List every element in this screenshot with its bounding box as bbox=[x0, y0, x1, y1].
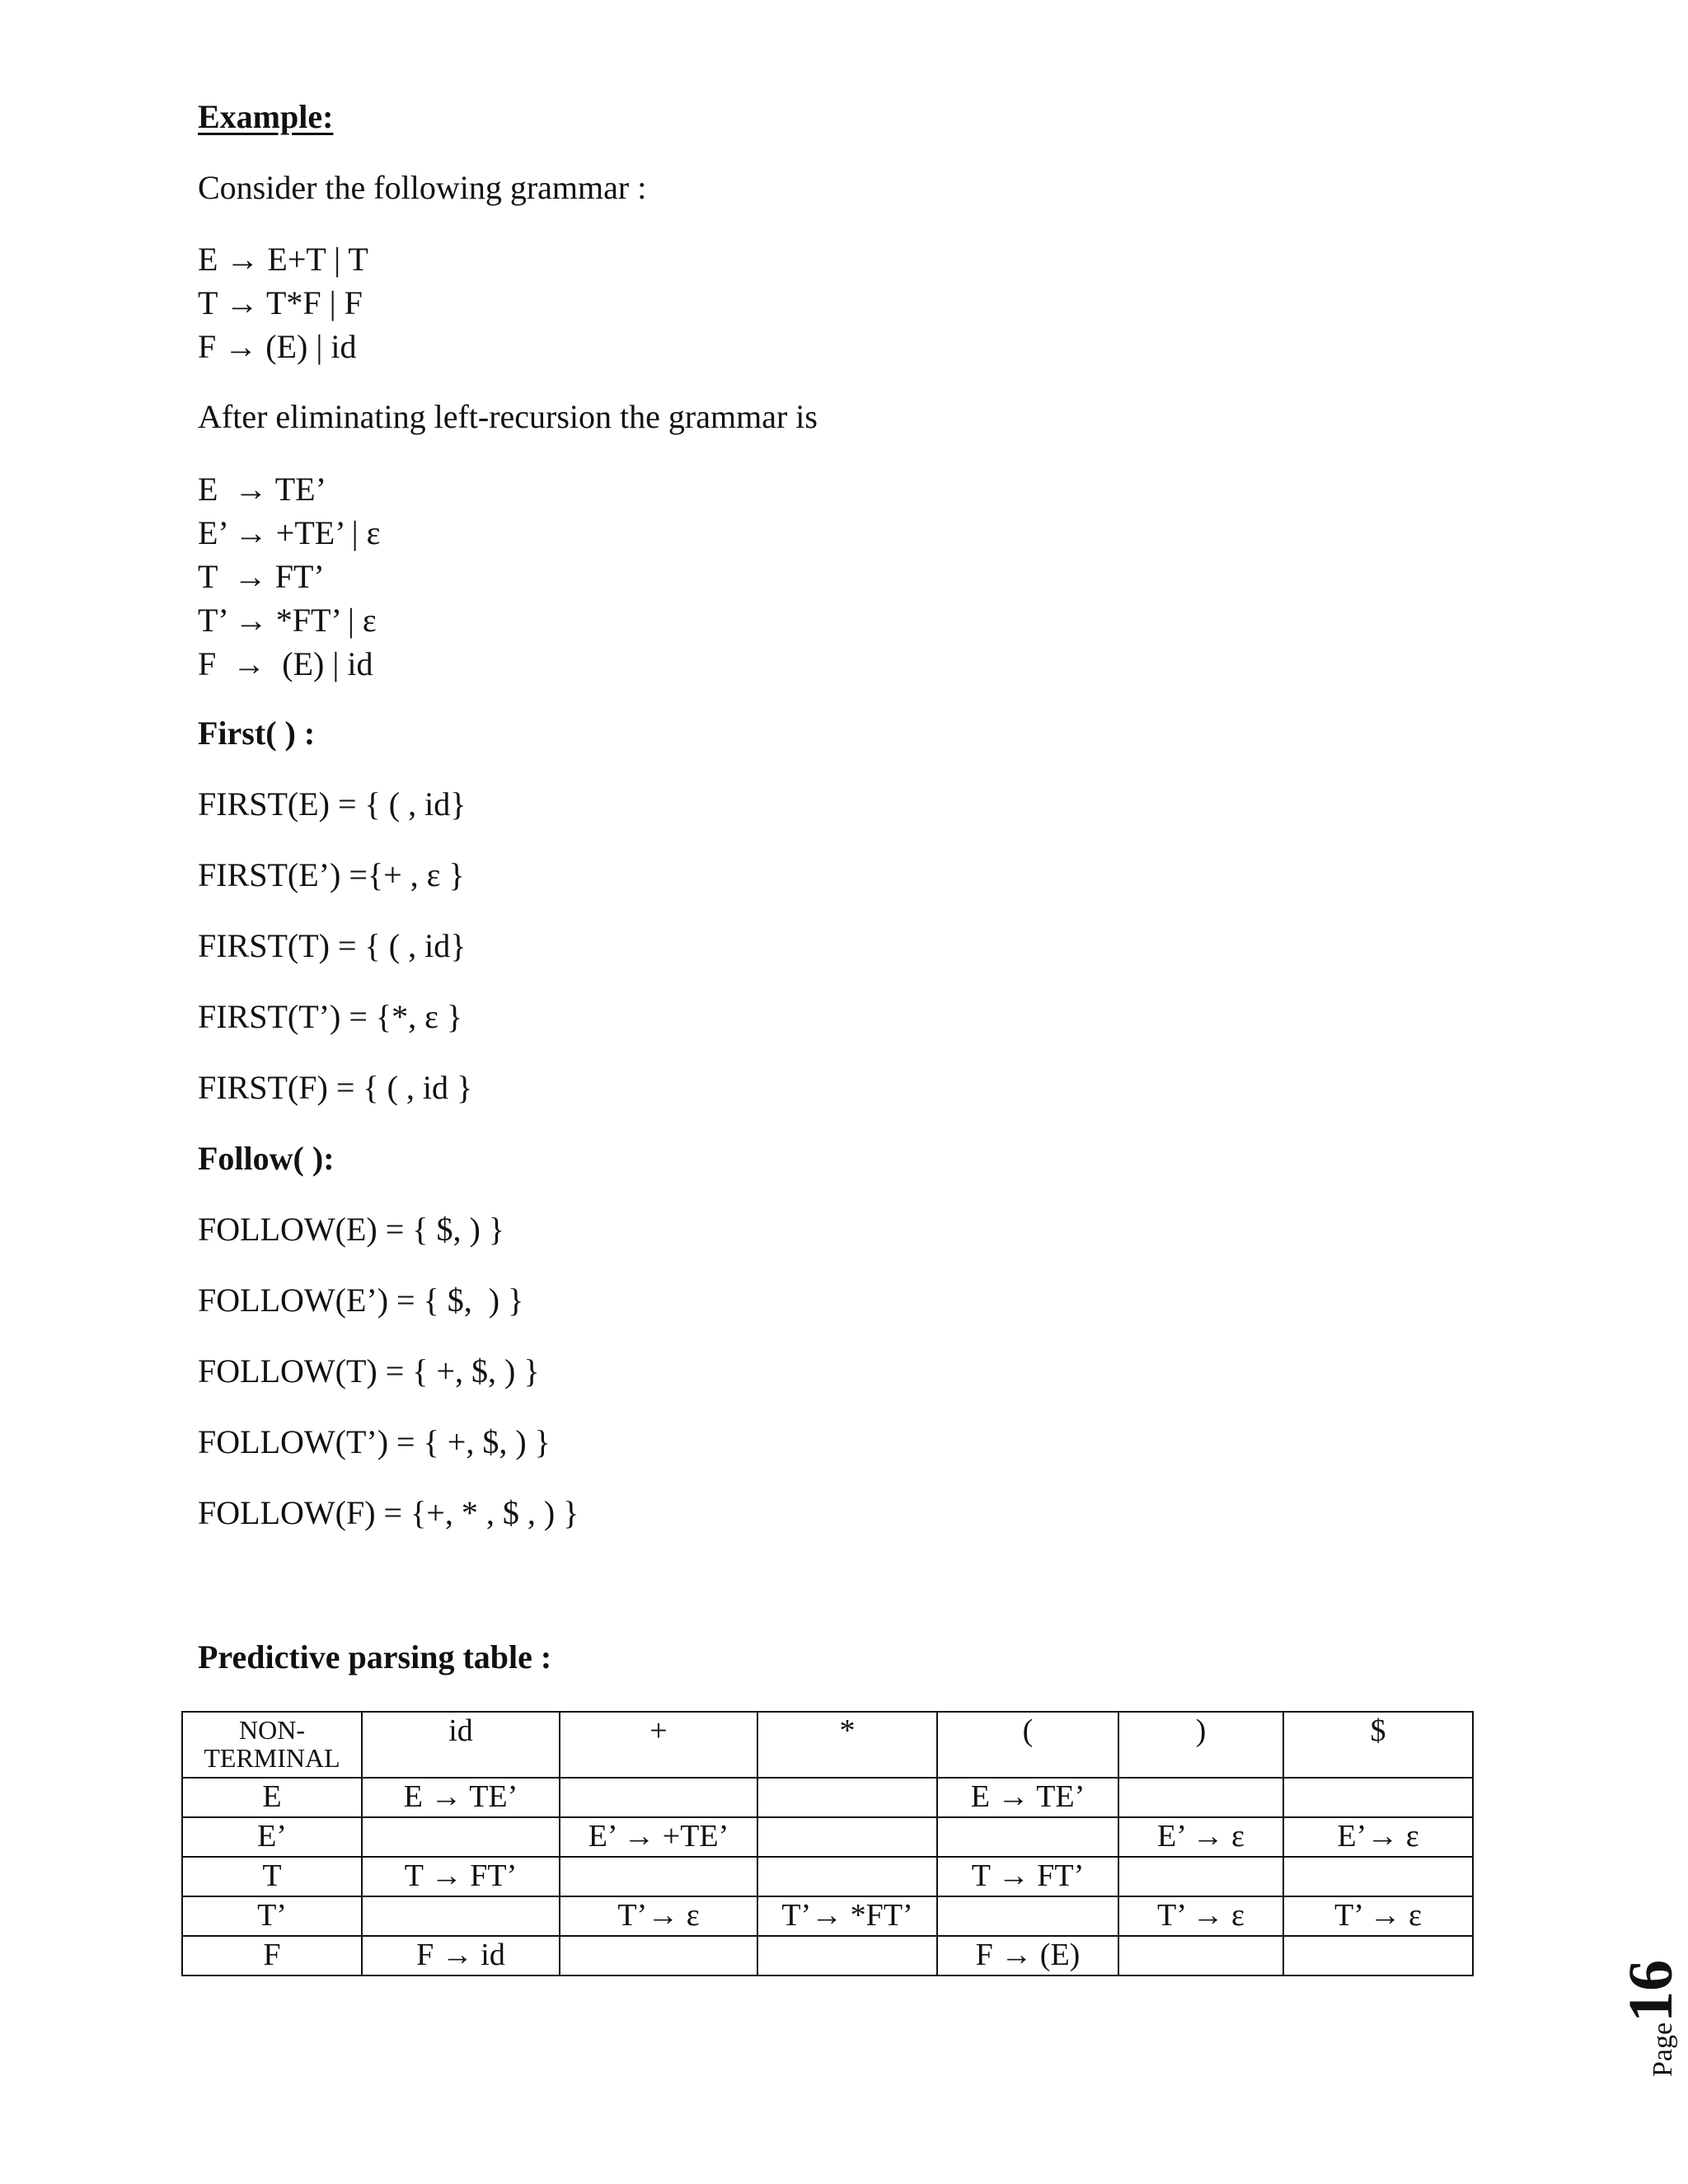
table-cell bbox=[937, 1817, 1118, 1857]
table-cell: F → id bbox=[362, 1936, 560, 1975]
table-cell bbox=[362, 1896, 560, 1936]
grammar-rule-1: E → E+T | T bbox=[198, 241, 368, 278]
row-nonterminal: T bbox=[182, 1857, 362, 1896]
follow-set-t: FOLLOW(T) = { +, $, ) } bbox=[198, 1352, 540, 1390]
table-cell bbox=[560, 1936, 757, 1975]
row-nonterminal: E’ bbox=[182, 1817, 362, 1857]
table-cell bbox=[757, 1817, 937, 1857]
table-cell bbox=[1118, 1778, 1283, 1817]
transformed-rule-3: T → FT’ bbox=[198, 558, 325, 595]
parsing-table-heading: Predictive parsing table : bbox=[198, 1638, 552, 1675]
table-cell: E’ → ε bbox=[1118, 1817, 1283, 1857]
table-row bbox=[182, 1817, 1473, 1857]
first-heading: First( ) : bbox=[198, 715, 316, 752]
table-cell: T → FT’ bbox=[937, 1857, 1118, 1896]
transformed-rule-1: E → TE’ bbox=[198, 471, 326, 508]
table-cell: E’→ ε bbox=[1283, 1817, 1473, 1857]
follow-set-e-prime: FOLLOW(E’) = { $, ) } bbox=[198, 1282, 524, 1319]
follow-set-t-prime: FOLLOW(T’) = { +, $, ) } bbox=[198, 1423, 551, 1460]
row-nonterminal: T’ bbox=[182, 1896, 362, 1936]
row-nonterminal: E bbox=[182, 1778, 362, 1817]
table-cell bbox=[757, 1857, 937, 1896]
table-cell: T’→ ε bbox=[560, 1896, 757, 1936]
first-set-f: FIRST(F) = { ( , id } bbox=[198, 1069, 473, 1106]
header-nonterminal-line-2: TERMINAL bbox=[204, 1743, 340, 1773]
table-cell: T’ → ε bbox=[1118, 1896, 1283, 1936]
table-cell: T → FT’ bbox=[362, 1857, 560, 1896]
table-cell bbox=[362, 1817, 560, 1857]
predictive-parsing-table bbox=[181, 1711, 1474, 1976]
example-heading: Example: bbox=[198, 98, 334, 135]
header-terminal-dollar: $ bbox=[1283, 1712, 1473, 1778]
table-cell: T’→ *FT’ bbox=[757, 1896, 937, 1936]
follow-set-f: FOLLOW(F) = {+, * , $ , ) } bbox=[198, 1494, 579, 1531]
header-terminal-star: * bbox=[757, 1712, 937, 1778]
after-elimination-text: After eliminating left-recursion the grammar is bbox=[198, 398, 818, 435]
first-set-t: FIRST(T) = { ( , id} bbox=[198, 927, 467, 964]
first-set-t-prime: FIRST(T’) = {*, ε } bbox=[198, 998, 463, 1035]
header-terminal-plus: + bbox=[560, 1712, 757, 1778]
intro-text: Consider the following grammar : bbox=[198, 169, 647, 206]
transformed-rule-5: F → (E) | id bbox=[198, 645, 373, 682]
row-nonterminal: F bbox=[182, 1936, 362, 1975]
table-cell bbox=[560, 1857, 757, 1896]
table-cell bbox=[1118, 1936, 1283, 1975]
transformed-rule-4: T’ → *FT’ | ε bbox=[198, 602, 377, 639]
table-cell bbox=[1283, 1857, 1473, 1896]
page-number-label: Page bbox=[1648, 2022, 1678, 2077]
table-cell bbox=[1118, 1857, 1283, 1896]
header-terminal-rparen: ) bbox=[1118, 1712, 1283, 1778]
grammar-rule-3: F → (E) | id bbox=[198, 328, 357, 365]
header-terminal-id: id bbox=[362, 1712, 560, 1778]
table-cell bbox=[937, 1896, 1118, 1936]
table-cell bbox=[560, 1778, 757, 1817]
table-header-row bbox=[182, 1712, 1473, 1778]
table-cell bbox=[757, 1778, 937, 1817]
table-cell bbox=[757, 1936, 937, 1975]
header-nonterminal-line-1: NON- bbox=[239, 1715, 305, 1745]
table-cell: F → (E) bbox=[937, 1936, 1118, 1975]
table-cell: E → TE’ bbox=[362, 1778, 560, 1817]
follow-set-e: FOLLOW(E) = { $, ) } bbox=[198, 1211, 504, 1248]
follow-heading: Follow( ): bbox=[198, 1140, 335, 1177]
header-nonterminal bbox=[182, 1712, 362, 1778]
page-number-value: 16 bbox=[1616, 1959, 1686, 2022]
table-row bbox=[182, 1778, 1473, 1817]
table-row bbox=[182, 1896, 1473, 1936]
table-row bbox=[182, 1936, 1473, 1975]
first-set-e: FIRST(E) = { ( , id} bbox=[198, 785, 467, 823]
table-cell bbox=[1283, 1936, 1473, 1975]
transformed-rule-2: E’ → +TE’ | ε bbox=[198, 514, 381, 551]
grammar-rule-2: T → T*F | F bbox=[198, 284, 363, 321]
table-cell: T’ → ε bbox=[1283, 1896, 1473, 1936]
header-terminal-lparen: ( bbox=[937, 1712, 1118, 1778]
table-cell: E → TE’ bbox=[937, 1778, 1118, 1817]
first-set-e-prime: FIRST(E’) ={+ , ε } bbox=[198, 856, 465, 893]
table-cell: E’ → +TE’ bbox=[560, 1817, 757, 1857]
table-row bbox=[182, 1857, 1473, 1896]
page-number bbox=[1615, 1960, 1687, 2077]
table-cell bbox=[1283, 1778, 1473, 1817]
